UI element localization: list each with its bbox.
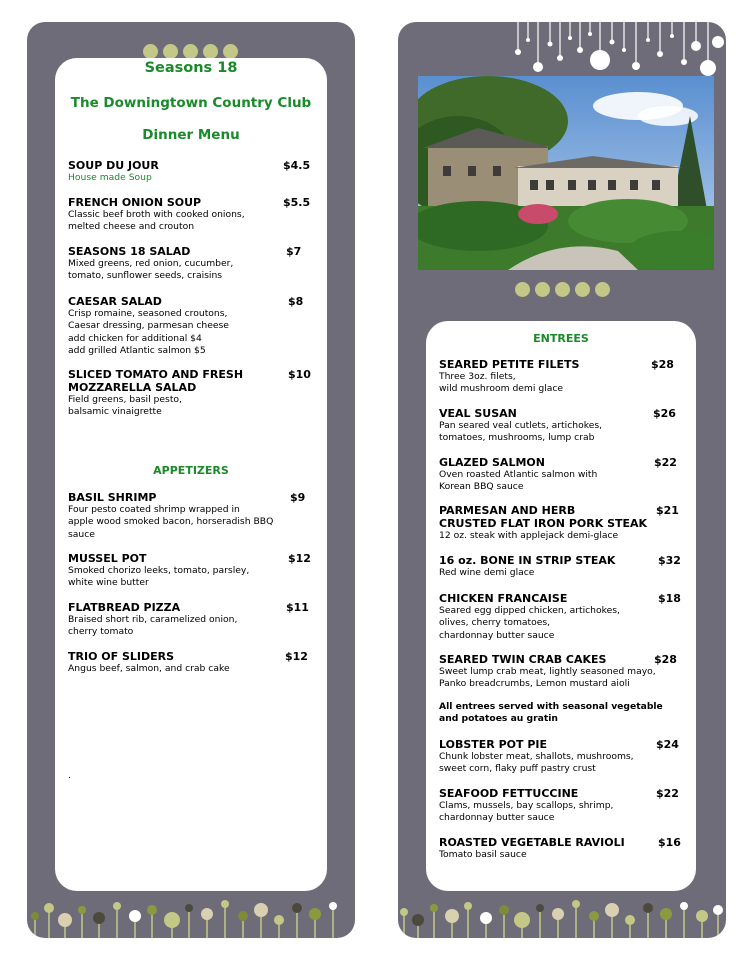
grass-decoration bbox=[398, 898, 726, 938]
menu-item: FRENCH ONION SOUP $5.5 Classic beef broth with cooked onions, melted cheese and crouton bbox=[68, 196, 311, 233]
menu-item: SLICED TOMATO AND FRESH MOZZARELLA SALAD $10 Field greens, basil pesto, balsamic vinaigrette bbox=[68, 368, 311, 418]
club-name: Seasons 18 bbox=[144, 60, 238, 76]
decorative-dots bbox=[515, 282, 610, 297]
menu-item: ROASTED VEGETABLE RAVIOLI $16 Tomato basil sauce bbox=[439, 836, 681, 860]
menu-item: SOUP DU JOUR $4.5 House made Soup bbox=[68, 159, 311, 183]
right-menu-card bbox=[426, 321, 696, 891]
menu-item: MUSSEL POT $12 Smoked chorizo leeks, tomato, parsley, white wine butter bbox=[68, 552, 311, 589]
entrees-note: All entrees served with seasonal vegetable and potatoes au gratin bbox=[439, 701, 663, 725]
entrees-heading: ENTREES bbox=[533, 332, 589, 345]
menu-item: PARMESAN AND HERB CRUSTED FLAT IRON PORK STEAK $21 12 oz. steak with applejack demi-glace bbox=[439, 504, 679, 541]
venue-name: The Downingtown Country Club bbox=[70, 95, 312, 111]
grass-decoration bbox=[27, 898, 355, 938]
hanging-decoration bbox=[398, 22, 726, 82]
left-menu-card bbox=[55, 58, 327, 891]
menu-item: VEAL SUSAN $26 Pan seared veal cutlets, artichokes, tomatoes, mushrooms, lump crab bbox=[439, 407, 676, 444]
decorative-dots bbox=[143, 44, 238, 59]
menu-item: CHICKEN FRANCAISE $18 Seared egg dipped chicken, artichokes, olives, cherry tomatoes, chardonnay butter sauce bbox=[439, 592, 681, 641]
clubhouse-photo bbox=[418, 76, 714, 270]
menu-item: CAESAR SALAD $8 Crisp romaine, seasoned croutons, Caesar dressing, parmesan cheese add chicken for additional $4 add grilled Atlantic salmon $5 bbox=[68, 295, 304, 356]
menu-item: SEARED PETITE FILETS $28 Three 3oz. filets, wild mushroom demi glace bbox=[439, 358, 674, 395]
menu-title: Dinner Menu bbox=[142, 127, 240, 143]
menu-item: FLATBREAD PIZZA $11 Braised short rib, caramelized onion, cherry tomato bbox=[68, 601, 309, 638]
menu-item: SEAFOOD FETTUCCINE $22 Clams, mussels, bay scallops, shrimp, chardonnay butter sauce bbox=[439, 787, 679, 824]
appetizers-heading: APPETIZERS bbox=[153, 464, 229, 477]
menu-item: SEARED TWIN CRAB CAKES $28 Sweet lump crab meat, lightly seasoned mayo, Panko breadcrumbs, Lemon mustard aioli bbox=[439, 653, 677, 690]
menu-item: BASIL SHRIMP $9 Four pesto coated shrimp wrapped in apple wood smoked bacon, horseradish BBQ sauce bbox=[68, 491, 306, 540]
menu-item: 16 oz. BONE IN STRIP STEAK $32 Red wine demi glace bbox=[439, 554, 681, 578]
right-menu-panel bbox=[398, 22, 726, 938]
left-menu-panel bbox=[27, 22, 355, 938]
menu-item: LOBSTER POT PIE $24 Chunk lobster meat, shallots, mushrooms, sweet corn, flaky puff pastry crust bbox=[439, 738, 679, 775]
footer-mark: . bbox=[68, 770, 71, 781]
menu-item: GLAZED SALMON $22 Oven roasted Atlantic salmon with Korean BBQ sauce bbox=[439, 456, 677, 493]
menu-item: TRIO OF SLIDERS $12 Angus beef, salmon, and crab cake bbox=[68, 650, 308, 674]
menu-item: SEASONS 18 SALAD $7 Mixed greens, red onion, cucumber, tomato, sunflower seeds, craisins bbox=[68, 245, 302, 282]
